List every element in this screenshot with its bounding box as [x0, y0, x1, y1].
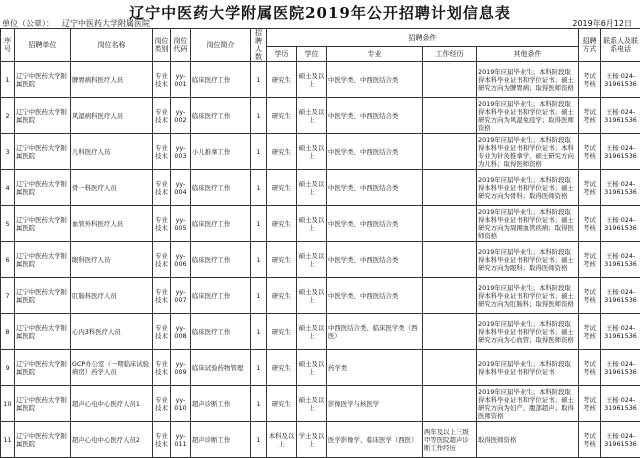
col-conditions: 招聘条件: [267, 29, 579, 47]
cell-cat: 专业技术: [153, 422, 171, 458]
unit-label: 单位（公章）：: [2, 19, 54, 28]
cell-cat: 专业技术: [153, 386, 171, 422]
cell-major: 医学影像学、临床医学（西医）: [327, 422, 423, 458]
col-method: 招聘方式: [579, 29, 601, 62]
cell-code: yy-002: [171, 98, 191, 134]
col-experience: 工作经历: [423, 47, 477, 62]
cell-other: 2019年应届毕业生；本科阶段取得本科毕业证书和学位证书；硕士研究方向为周围血管疾病；取得医师资格: [477, 206, 579, 242]
col-post-desc: 岗位简介: [191, 29, 251, 62]
cell-seq: 10: [1, 386, 15, 422]
cell-seq: 8: [1, 314, 15, 350]
cell-unit: 辽宁中医药大学附属医院: [15, 386, 71, 422]
cell-unit: 辽宁中医药大学附属医院: [15, 278, 71, 314]
cell-major: 中医学类、中西医结合类: [327, 62, 423, 98]
cell-degree: 硕士及以上: [297, 386, 327, 422]
cell-unit: 辽宁中医药大学附属医院: [15, 422, 71, 458]
cell-method: 考试考核: [579, 386, 601, 422]
cell-method: 考试考核: [579, 170, 601, 206]
cell-contact: 王杨 024-31961536: [601, 98, 640, 134]
table-row: [1, 98, 640, 134]
cell-code: yy-005: [171, 206, 191, 242]
cell-edu: 研究生: [267, 98, 297, 134]
cell-edu: 研究生: [267, 62, 297, 98]
cell-contact: 王杨 024-31961536: [601, 206, 640, 242]
cell-seq: 2: [1, 98, 15, 134]
cell-count: 1: [251, 242, 267, 278]
table-row: [1, 134, 640, 170]
cell-other: 2019年应届毕业生；本科阶段取得本科毕业证书和学位证书: [477, 350, 579, 386]
cell-unit: 辽宁中医药大学附属医院: [15, 242, 71, 278]
cell-unit: 辽宁中医药大学附属医院: [15, 134, 71, 170]
cell-contact: 王杨 024-31961536: [601, 134, 640, 170]
cell-edu: 研究生: [267, 350, 297, 386]
cell-major: 影像医学与核医学: [327, 386, 423, 422]
cell-count: 1: [251, 386, 267, 422]
cell-exp: [423, 134, 477, 170]
cell-count: 1: [251, 278, 267, 314]
date-label: 2019年6月12日: [572, 18, 632, 29]
cell-degree: 硕士及以上: [297, 62, 327, 98]
cell-seq: 3: [1, 134, 15, 170]
cell-cat: 专业技术: [153, 206, 171, 242]
cell-degree: 硕士及以上: [297, 242, 327, 278]
table-row: [1, 350, 640, 386]
cell-edu: 研究生: [267, 278, 297, 314]
cell-exp: [423, 170, 477, 206]
cell-unit: 辽宁中医药大学附属医院: [15, 170, 71, 206]
cell-desc: 临床医疗工作: [191, 170, 251, 206]
cell-post: 超声心电中心医疗人员1: [71, 386, 153, 422]
cell-cat: 专业技术: [153, 62, 171, 98]
cell-seq: 11: [1, 422, 15, 458]
cell-contact: 王杨 024-31961536: [601, 314, 640, 350]
cell-contact: 王杨 024-31961536: [601, 422, 640, 458]
cell-exp: [423, 242, 477, 278]
cell-desc: 临床试验药物管理: [191, 350, 251, 386]
table-row: [1, 206, 640, 242]
cell-exp: [423, 206, 477, 242]
cell-contact: 王杨 024-31961536: [601, 386, 640, 422]
cell-exp: [423, 314, 477, 350]
cell-code: yy-008: [171, 314, 191, 350]
cell-contact: 王杨 024-31961536: [601, 62, 640, 98]
cell-post: 肛肠科医疗人员: [71, 278, 153, 314]
cell-desc: 临床医疗工作: [191, 278, 251, 314]
cell-desc: 临床医疗工作: [191, 314, 251, 350]
cell-cat: 专业技术: [153, 350, 171, 386]
cell-degree: 学士及以上: [297, 422, 327, 458]
cell-cat: 专业技术: [153, 134, 171, 170]
cell-post: 风湿病科医疗人员: [71, 98, 153, 134]
cell-major: 药学类: [327, 350, 423, 386]
cell-other: 2019年应届毕业生；本科阶段取得本科毕业证书和学位证书；硕士研究方向为肛肠科；取得医师资格: [477, 278, 579, 314]
cell-other: 2019年应届毕业生；本科阶段取得本科毕业证书和学位证书；硕士研究方向为眼科；取得医师资格: [477, 242, 579, 278]
cell-major: 中医学类、中西医结合类: [327, 98, 423, 134]
header-row-1: [1, 29, 640, 47]
cell-post: 脾胃病科医疗人员: [71, 62, 153, 98]
cell-post: 超声心电中心医疗人员2: [71, 422, 153, 458]
cell-other: 2019年应届毕业生；本科阶段取得本科毕业证书和学位证书；硕士研究方向为风湿免疫学；取得医师资格: [477, 98, 579, 134]
cell-other: 2019年应届毕业生；本科阶段取得本科毕业证书和学位证书；本科专业为针灸推拿学，硕士研究方向为儿科；取得医师资格: [477, 134, 579, 170]
cell-other: 2019年应届毕业生；本科阶段取得本科毕业证书和学位证书；硕士研究方向为心血管；取得医师资格: [477, 314, 579, 350]
cell-major: 中医学类、中西医结合类: [327, 206, 423, 242]
cell-post: 心内3科医疗人员: [71, 314, 153, 350]
cell-count: 1: [251, 350, 267, 386]
cell-exp: 两年及以上三级甲等医院超声诊断工作经历: [423, 422, 477, 458]
table-row: [1, 170, 640, 206]
col-contact: 联系人及联系电话: [601, 29, 640, 62]
cell-desc: 临床医疗工作: [191, 242, 251, 278]
cell-edu: 研究生: [267, 242, 297, 278]
cell-desc: 临床医疗工作: [191, 206, 251, 242]
cell-unit: 辽宁中医药大学附属医院: [15, 350, 71, 386]
table-body: [1, 62, 640, 458]
cell-seq: 6: [1, 242, 15, 278]
table-row: [1, 422, 640, 458]
cell-method: 考试考核: [579, 62, 601, 98]
cell-degree: 硕士及以上: [297, 170, 327, 206]
cell-major: 中医学类、中西医结合类: [327, 242, 423, 278]
cell-count: 1: [251, 206, 267, 242]
cell-edu: 研究生: [267, 386, 297, 422]
cell-count: 1: [251, 422, 267, 458]
cell-post: 血管外科医疗人员: [71, 206, 153, 242]
cell-cat: 专业技术: [153, 98, 171, 134]
cell-count: 1: [251, 170, 267, 206]
cell-count: 1: [251, 62, 267, 98]
cell-seq: 9: [1, 350, 15, 386]
table-row: [1, 314, 640, 350]
cell-cat: 专业技术: [153, 314, 171, 350]
cell-method: 考试考核: [579, 422, 601, 458]
cell-method: 考试考核: [579, 278, 601, 314]
cell-degree: 硕士及以上: [297, 98, 327, 134]
cell-contact: 王杨 024-31961536: [601, 278, 640, 314]
table-row: [1, 278, 640, 314]
table-row: [1, 386, 640, 422]
cell-seq: 1: [1, 62, 15, 98]
cell-seq: 4: [1, 170, 15, 206]
cell-method: 考试考核: [579, 98, 601, 134]
page-title: 辽宁中医药大学附属医院2019年公开招聘计划信息表: [0, 2, 640, 23]
unit-name: 辽宁中医药大学附属医院: [62, 18, 150, 29]
cell-desc: 小儿推拿工作: [191, 134, 251, 170]
cell-exp: [423, 98, 477, 134]
cell-code: yy-003: [171, 134, 191, 170]
cell-edu: 研究生: [267, 170, 297, 206]
cell-major: 中医学类、中西医结合类: [327, 134, 423, 170]
cell-contact: 王杨 024-31961536: [601, 242, 640, 278]
cell-seq: 5: [1, 206, 15, 242]
table-row: [1, 62, 640, 98]
cell-major: 中西医结合类、临床医学类（西医）: [327, 314, 423, 350]
cell-desc: 超声诊断工作: [191, 386, 251, 422]
cell-desc: 临床医疗工作: [191, 62, 251, 98]
cell-method: 考试考核: [579, 134, 601, 170]
cell-other: 2019年应届毕业生；本科阶段取得本科毕业证书和学位证书；硕士研究方向为骨科；取得医师资格: [477, 170, 579, 206]
cell-desc: 超声诊断工作: [191, 422, 251, 458]
cell-desc: 临床医疗工作: [191, 98, 251, 134]
cell-code: yy-001: [171, 62, 191, 98]
cell-code: yy-006: [171, 242, 191, 278]
cell-cat: 专业技术: [153, 242, 171, 278]
cell-other: 2019年应届毕业生；本科阶段取得本科毕业证书和学位证书；硕士研究方向为妇产、腹部超声；取得医师资格: [477, 386, 579, 422]
cell-code: yy-011: [171, 422, 191, 458]
cell-other: 2019年应届毕业生；本科阶段取得本科毕业证书和学位证书；硕士研究方向为脾胃病；取得医师资格: [477, 62, 579, 98]
cell-cat: 专业技术: [153, 170, 171, 206]
cell-code: yy-009: [171, 350, 191, 386]
col-post-name: 岗位名称: [71, 29, 153, 62]
cell-degree: 硕士及以上: [297, 206, 327, 242]
recruitment-table: [0, 28, 640, 458]
cell-exp: [423, 278, 477, 314]
cell-post: 骨一科医疗人员: [71, 170, 153, 206]
cell-count: 1: [251, 98, 267, 134]
cell-edu: 研究生: [267, 314, 297, 350]
cell-degree: 硕士及以上: [297, 278, 327, 314]
cell-method: 考试考核: [579, 314, 601, 350]
cell-unit: 辽宁中医药大学附属医院: [15, 62, 71, 98]
cell-major: 中医学类、中西医结合类: [327, 170, 423, 206]
table-row: [1, 242, 640, 278]
cell-degree: 硕士及以上: [297, 134, 327, 170]
cell-count: 1: [251, 314, 267, 350]
cell-edu: 研究生: [267, 206, 297, 242]
cell-degree: 硕士及以上: [297, 314, 327, 350]
col-other: 其他条件: [477, 47, 579, 62]
cell-count: 1: [251, 134, 267, 170]
cell-post: 儿科医疗人员: [71, 134, 153, 170]
cell-contact: 王杨 024-31961536: [601, 170, 640, 206]
cell-cat: 专业技术: [153, 278, 171, 314]
col-seq: 序号: [1, 29, 15, 62]
cell-major: 中医学类、中西医结合类: [327, 278, 423, 314]
col-unit: 招聘单位: [15, 29, 71, 62]
col-post-code: 岗位代码: [171, 29, 191, 62]
cell-code: yy-004: [171, 170, 191, 206]
col-post-cat: 岗位类别: [153, 29, 171, 62]
cell-exp: [423, 62, 477, 98]
cell-unit: 辽宁中医药大学附属医院: [15, 314, 71, 350]
cell-exp: [423, 350, 477, 386]
cell-unit: 辽宁中医药大学附属医院: [15, 98, 71, 134]
cell-method: 考试考核: [579, 350, 601, 386]
cell-other: 取得医师资格: [477, 422, 579, 458]
cell-post: GCP办公室（一期临床试验病房）药学人员: [71, 350, 153, 386]
col-education: 学历: [267, 47, 297, 62]
col-count: 招聘人数: [251, 29, 267, 62]
cell-code: yy-010: [171, 386, 191, 422]
cell-method: 考试考核: [579, 206, 601, 242]
cell-contact: 王杨 024-31961536: [601, 350, 640, 386]
cell-post: 眼科医疗人员: [71, 242, 153, 278]
cell-code: yy-007: [171, 278, 191, 314]
cell-edu: 研究生: [267, 134, 297, 170]
cell-unit: 辽宁中医药大学附属医院: [15, 206, 71, 242]
cell-method: 考试考核: [579, 242, 601, 278]
col-major: 专业: [327, 47, 423, 62]
cell-exp: [423, 386, 477, 422]
col-degree: 学位: [297, 47, 327, 62]
cell-seq: 7: [1, 278, 15, 314]
cell-degree: 硕士及以上: [297, 350, 327, 386]
cell-edu: 本科及以上: [267, 422, 297, 458]
